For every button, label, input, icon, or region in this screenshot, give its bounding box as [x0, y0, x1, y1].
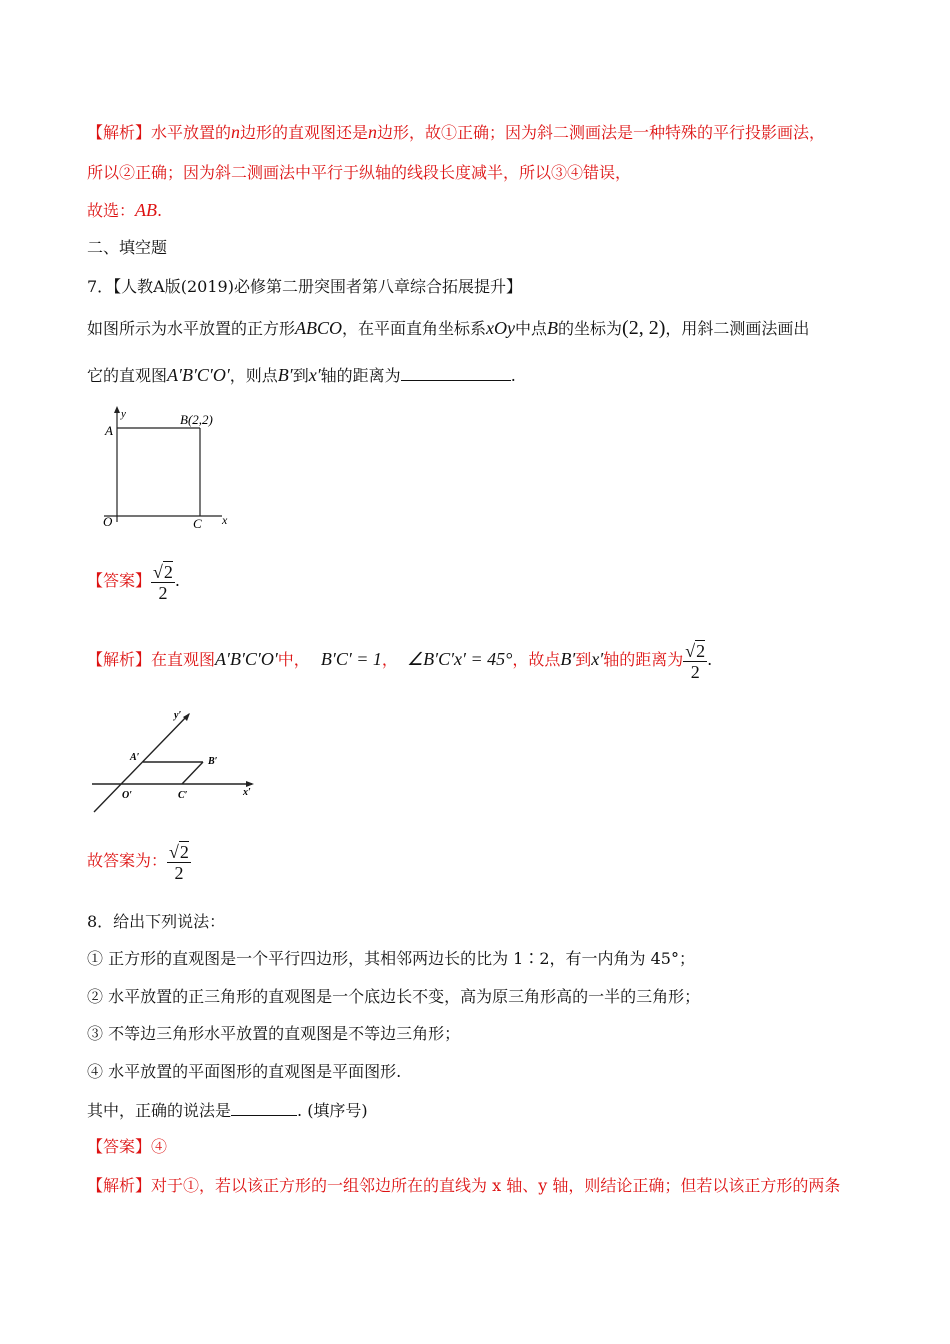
- label-c: C: [193, 516, 202, 530]
- label-x-prime: x′: [243, 787, 251, 798]
- q6-line3: 故选：AB.: [87, 200, 163, 220]
- q8-question: 其中，正确的说法是 . (填序号): [87, 1101, 368, 1120]
- label-b: B(2,2): [180, 412, 213, 427]
- q8-explanation: 【解析】对于①，若以该正方形的一组邻边所在的直线为 x 轴、y 轴，则结论正确；但若以该正方形的两条: [87, 1176, 841, 1195]
- q7-line2: 它的直观图A′B′C′O′，则点B′到x′轴的距离为 .: [87, 365, 516, 385]
- oblique-figure: [88, 706, 263, 816]
- q7-title: 7．【人教A版(2019)必修第二册突围者第八章综合拓展提升】: [87, 277, 522, 296]
- answer-blank: [401, 364, 511, 381]
- y-prime-axis: [94, 714, 189, 812]
- q8-blank: [231, 1099, 297, 1116]
- side-b-c: [182, 762, 203, 784]
- q8-title: 8．给出下列说法：: [87, 912, 226, 931]
- explanation-tag: 【解析】: [87, 650, 152, 669]
- q7-final-answer: 故答案为： $\frac{√2}{2}$: [87, 841, 189, 883]
- label-b-prime: B′: [208, 756, 218, 767]
- label-x: x: [222, 513, 228, 527]
- label-a-prime: A′: [130, 752, 140, 763]
- label-o-prime: O′: [122, 790, 133, 801]
- explanation-fraction: $\frac{√2}{2}$: [685, 640, 706, 682]
- label-y: y: [121, 408, 126, 420]
- label-a: A: [105, 423, 113, 438]
- q7-line1: 如图所示为水平放置的正方形ABCO，在平面直角坐标系xOy中点B的坐标为(2, 2)，用斜二测画法画出: [87, 317, 810, 339]
- label-y-prime: y′: [174, 710, 182, 721]
- q7-explanation: 【解析】在直观图A′B′C′O′中， B′C′ = 1， ∠B′C′x′ = 45°，故点B′到x′轴的距离为 $\frac{√2}{2}$ .: [87, 640, 713, 682]
- q8-item-3: ③ 不等边三角形水平放置的直观图是不等边三角形；: [87, 1024, 461, 1043]
- q8-answer: 【答案】④: [87, 1137, 168, 1156]
- q8-item-1: ① 正方形的直观图是一个平行四边形，其相邻两边长的比为 1∶2，有一内角为 45°；: [87, 949, 695, 968]
- answer-tag: 【答案】: [87, 571, 152, 590]
- q8-item-2: ② 水平放置的正三角形的直观图是一个底边长不变，高为原三角形高的一半的三角形；: [87, 987, 701, 1006]
- answer-fraction: $\frac{√2}{2}$: [153, 561, 173, 603]
- square-figure: [100, 404, 240, 530]
- q7-answer: 【答案】 $\frac{√2}{2}$ .: [87, 561, 180, 603]
- section-heading: 二、填空题: [87, 238, 168, 257]
- q6-line1: 【解析】水平放置的n边形的直观图还是n边形，故①正确；因为斜二测画法是一种特殊的平行投影画法，: [87, 122, 826, 142]
- label-o: O: [103, 514, 113, 529]
- q8-item-4: ④ 水平放置的平面图形的直观图是平面图形.: [87, 1062, 402, 1081]
- label-c-prime: C′: [178, 790, 188, 801]
- final-fraction: $\frac{√2}{2}$: [169, 841, 189, 883]
- y-axis-arrow: [114, 406, 120, 413]
- q6-line2: 所以②正确；因为斜二测画法中平行于纵轴的线段长度减半，所以③④错误，: [87, 163, 632, 182]
- q6-tag: 【解析】: [87, 123, 152, 142]
